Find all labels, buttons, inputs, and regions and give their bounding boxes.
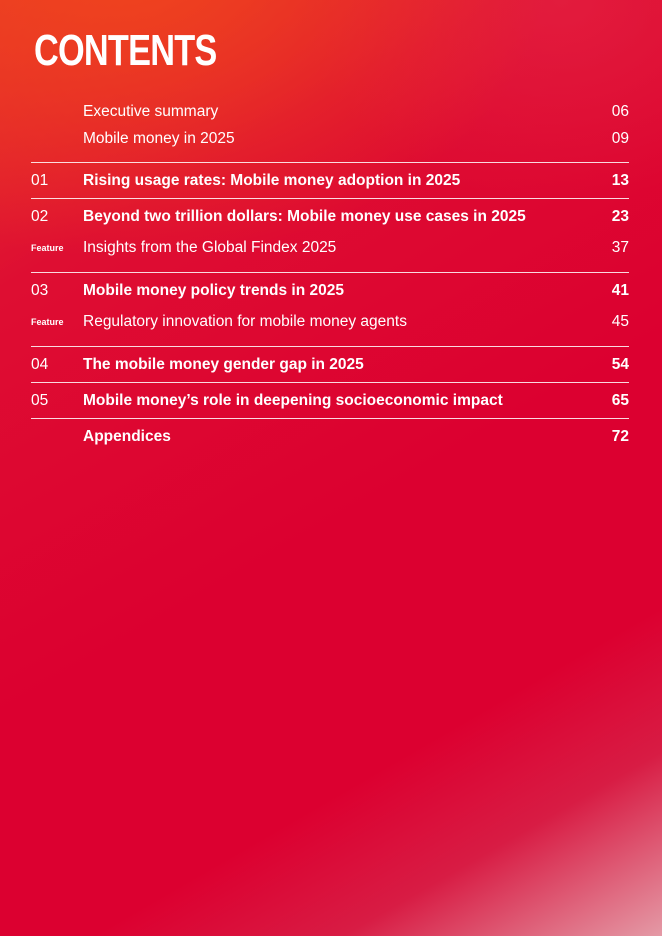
section-title: Mobile money’s role in deepening socioeconomic impact — [83, 392, 503, 409]
feature-tag: Feature — [31, 243, 64, 253]
section-title: Beyond two trillion dollars: Mobile money use cases in 2025 — [83, 208, 526, 225]
toc-entry-page: 09 — [611, 130, 629, 147]
page-title: CONTENTS — [34, 26, 217, 75]
feature-page: 45 — [611, 313, 629, 330]
toc-section-01[interactable] — [31, 163, 629, 198]
feature-page: 37 — [611, 239, 629, 256]
section-page: 41 — [611, 282, 629, 299]
toc-section-05[interactable] — [31, 383, 629, 418]
toc-section-03[interactable] — [31, 273, 629, 308]
section-title: Rising usage rates: Mobile money adoption in 2025 — [83, 172, 461, 189]
table-of-contents — [31, 98, 629, 454]
section-page: 23 — [611, 208, 629, 225]
toc-section-04[interactable] — [31, 347, 629, 382]
toc-entry-page: 06 — [611, 103, 629, 120]
section-title: The mobile money gender gap in 2025 — [83, 356, 364, 373]
toc-entry-executive-summary[interactable] — [31, 98, 629, 125]
section-page: 65 — [611, 392, 629, 409]
toc-entry-label: Executive summary — [83, 103, 219, 120]
feature-title: Insights from the Global Findex 2025 — [83, 239, 337, 256]
appendices-page: 72 — [611, 428, 629, 445]
section-number: 04 — [31, 356, 49, 373]
section-page: 54 — [611, 356, 629, 373]
toc-entry-label: Mobile money in 2025 — [83, 130, 235, 147]
section-title: Mobile money policy trends in 2025 — [83, 282, 344, 299]
section-number: 02 — [31, 208, 49, 225]
toc-feature-agents[interactable] — [31, 308, 629, 346]
section-number: 05 — [31, 392, 49, 409]
toc-feature-findex[interactable] — [31, 234, 629, 272]
toc-appendices[interactable] — [31, 419, 629, 454]
appendices-title: Appendices — [83, 428, 171, 445]
section-page: 13 — [611, 172, 629, 189]
feature-tag: Feature — [31, 317, 64, 327]
toc-entry-mobile-money-2025[interactable] — [31, 125, 629, 152]
section-number: 03 — [31, 282, 49, 299]
section-number: 01 — [31, 172, 49, 189]
toc-section-02[interactable] — [31, 199, 629, 234]
feature-title: Regulatory innovation for mobile money agents — [83, 313, 407, 330]
